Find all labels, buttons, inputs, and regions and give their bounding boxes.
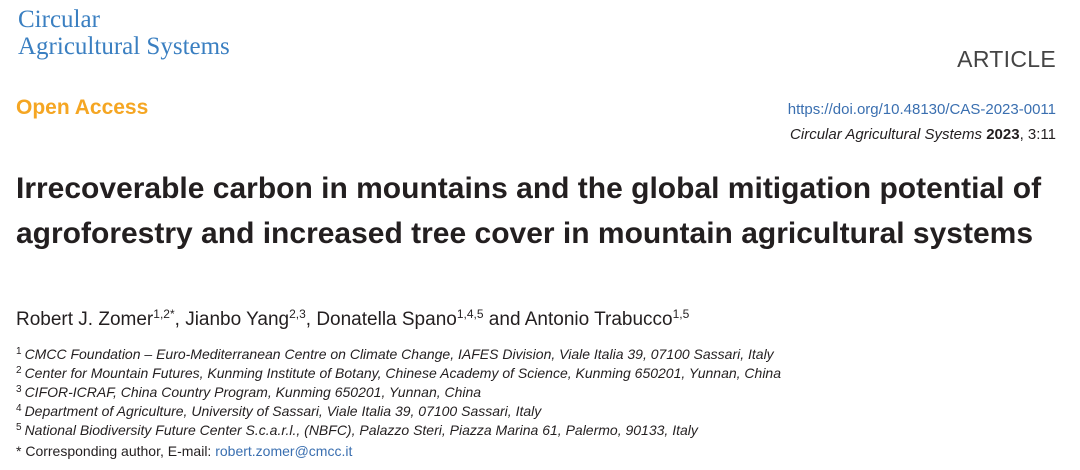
affiliation-item bbox=[16, 421, 781, 440]
author-affiliation-marker: 1,2* bbox=[153, 307, 175, 321]
affiliation-text: Center for Mountain Futures, Kunming Institute of Botany, Chinese Academy of Science, Kunming 650201, Yunnan, China bbox=[24, 365, 782, 381]
journal-logo bbox=[18, 6, 230, 60]
affiliation-number: 4 bbox=[16, 403, 22, 414]
author-name: Jianbo Yang bbox=[185, 309, 290, 330]
affiliation-text: CMCC Foundation – Euro-Mediterranean Centre on Climate Change, IAFES Division, Viale Italia 39, 07100 Sassari, Italy bbox=[24, 346, 774, 362]
journal-name-line2: Agricultural Systems bbox=[18, 33, 230, 60]
affiliation-text: Department of Agriculture, University of Sassari, Viale Italia 39, 07100 Sassari, Italy bbox=[24, 403, 542, 419]
citation-journal: Circular Agricultural Systems bbox=[790, 126, 983, 143]
affiliation-number: 3 bbox=[16, 384, 22, 395]
affiliation-number: 5 bbox=[16, 422, 22, 433]
affiliation-item bbox=[16, 402, 781, 421]
author-name: Antonio Trabucco bbox=[524, 309, 673, 330]
author-separator: , bbox=[174, 309, 186, 330]
author-separator: , bbox=[305, 309, 317, 330]
corresponding-author bbox=[16, 443, 352, 459]
affiliation-item bbox=[16, 364, 781, 383]
article-type-label: ARTICLE bbox=[957, 46, 1056, 72]
article-title: Irrecoverable carbon in mountains and the global mitigation potential of agroforestry and increased tree cover in mountain agricultural systems bbox=[16, 172, 1042, 250]
citation-line bbox=[790, 126, 1056, 143]
affiliation-item bbox=[16, 383, 781, 402]
citation-volume: , 3:11 bbox=[1019, 126, 1056, 143]
corresponding-email-link[interactable]: robert.zomer@cmcc.it bbox=[215, 443, 353, 459]
author-separator: and bbox=[483, 309, 525, 330]
affiliation-list bbox=[16, 345, 781, 440]
author-affiliation-marker: 2,3 bbox=[289, 307, 306, 321]
citation-year: 2023 bbox=[986, 126, 1020, 143]
author-name: Robert J. Zomer bbox=[16, 309, 154, 330]
author-affiliation-marker: 1,4,5 bbox=[456, 307, 484, 321]
doi-link[interactable]: https://doi.org/10.48130/CAS-2023-0011 bbox=[787, 101, 1056, 118]
affiliation-item bbox=[16, 345, 781, 364]
corresponding-label: * Corresponding author, E-mail: bbox=[16, 443, 216, 459]
open-access-badge: Open Access bbox=[16, 96, 149, 119]
author-list bbox=[16, 309, 689, 331]
author-name: Donatella Spano bbox=[316, 309, 457, 330]
journal-name-line1: Circular bbox=[18, 6, 100, 33]
author-affiliation-marker: 1,5 bbox=[672, 307, 690, 321]
affiliation-number: 2 bbox=[16, 365, 22, 376]
affiliation-text: CIFOR-ICRAF, China Country Program, Kunming 650201, Yunnan, China bbox=[24, 384, 482, 400]
affiliation-number: 1 bbox=[16, 346, 22, 357]
affiliation-text: National Biodiversity Future Center S.c.a.r.l., (NBFC), Palazzo Steri, Piazza Marina 61, Palermo, 90133, Italy bbox=[24, 422, 698, 438]
